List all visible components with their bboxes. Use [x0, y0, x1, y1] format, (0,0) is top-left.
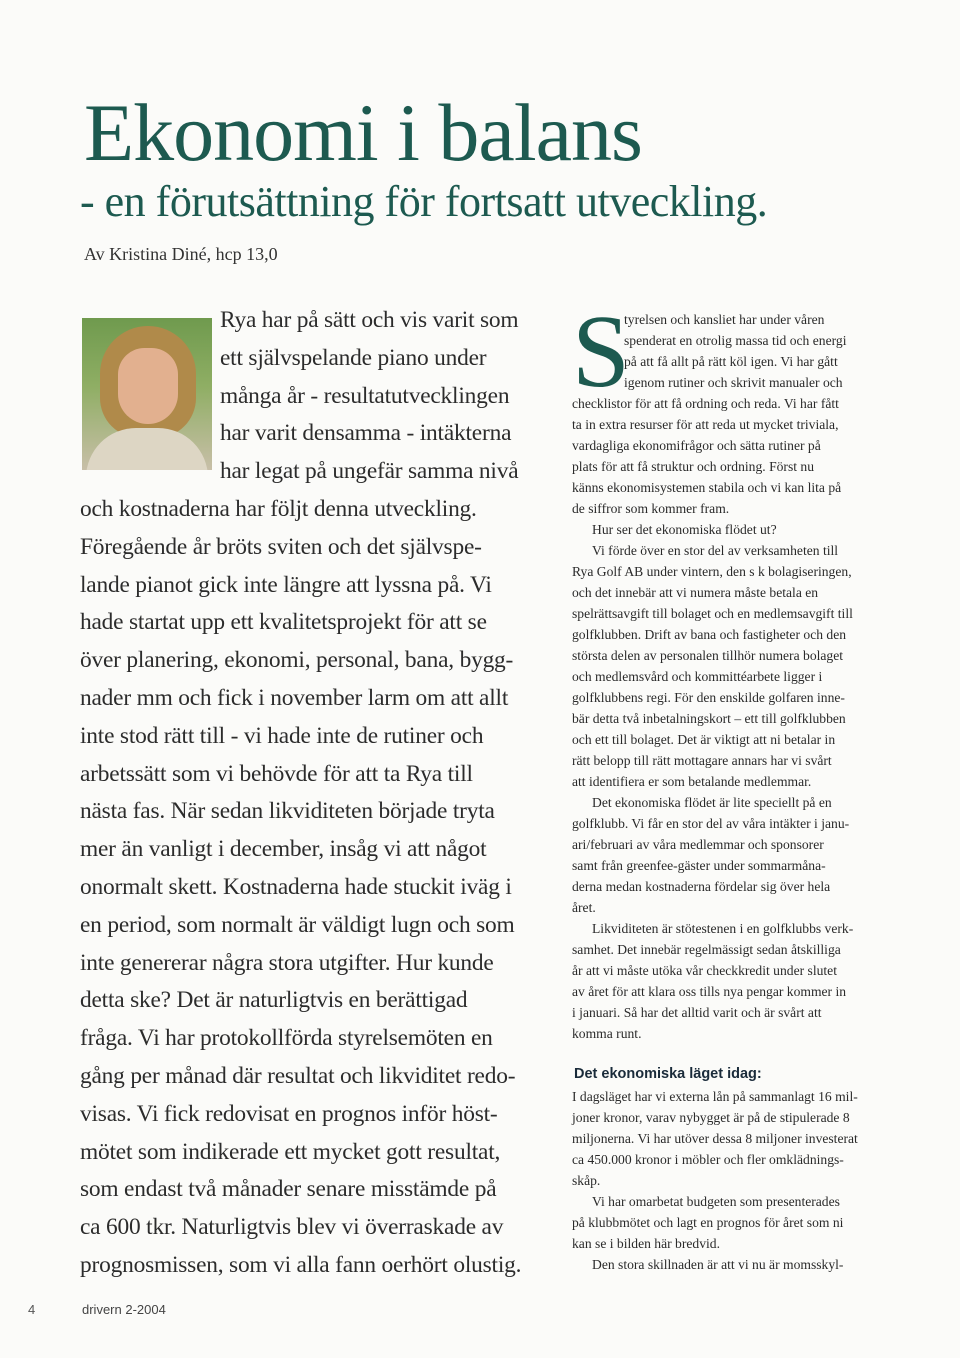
column-line: skåp. [572, 1173, 601, 1188]
body-line: arbetssätt som vi behövde för att ta Rya till [80, 760, 473, 787]
column-line: Det ekonomiska flödet är lite speciellt på en [592, 795, 832, 810]
body-line: över planering, ekonomi, personal, bana, bygg- [80, 647, 514, 674]
body-line: prognosmissen, som vi alla fann oerhört olustig. [80, 1251, 522, 1278]
column-line: av året för att klara oss tills nya pengar kommer in [572, 984, 847, 999]
column-line: känns ekonomisystemen stabila och vi kan lita på [572, 480, 842, 495]
column-line: år att vi måste utöka vår checkkredit under slutet [572, 963, 837, 978]
body-line: inte stod rätt till - vi hade inte de rutiner och [80, 722, 484, 749]
column-line: Vi har omarbetat budgeten som presenterades [592, 1194, 840, 1209]
body-line: detta ske? Det är naturligtvis en berättigad [80, 987, 468, 1014]
body-line: många år - resultatutvecklingen [220, 382, 510, 409]
body-line: ca 600 tkr. Naturligtvis blev vi överraskade av [80, 1214, 504, 1241]
column-line: golfklubb. Vi får en stor del av våra intäkter i janu- [572, 816, 850, 831]
column-line: spelrättsavgift till bolaget och en medlemsavgift till [572, 606, 853, 621]
column-line: och det innebär att vi numera måste betala en [572, 585, 819, 600]
column-line: rätt belopp till rätt mottagare annars har vi svårt [572, 753, 832, 768]
drop-cap: S [572, 294, 630, 409]
column-line: Likviditeten är stötestenen i en golfklubbs verk- [592, 921, 854, 936]
column-line: spenderat en otrolig massa tid och energi [624, 333, 847, 348]
column-line: att identifiera er som betalande medlemmar. [572, 774, 812, 789]
column-line: på klubbmötet och lagt en prognos för året som ni [572, 1215, 844, 1230]
column-line: I dagsläget har vi externa lån på sammanlagt 16 mil- [572, 1089, 858, 1104]
body-line: gång per månad där resultat och likviditet redo- [80, 1062, 516, 1089]
body-line: fråga. Vi har protokollförda styrelsemöten en [80, 1025, 493, 1052]
main-column [80, 302, 550, 1285]
body-line: mer än vanligt i december, insåg vi att något [80, 836, 487, 863]
right-column [572, 309, 892, 1044]
body-line: nader mm och fick i november larm om att allt [80, 684, 509, 711]
body-line: nästa fas. När sedan likviditeten började tryta [80, 798, 495, 825]
body-line: inte genererar några stora utgifter. Hur kunde [80, 949, 494, 976]
column-line: och ett till bolaget. Det är viktigt att ni betalar in [572, 732, 836, 747]
column-line: plats för att få struktur och ordning. Först nu [572, 459, 815, 474]
body-line: Föregående år bröts sviten och det självspe- [80, 533, 482, 560]
column-line: året. [572, 900, 596, 915]
page-number: 4 [28, 1302, 36, 1317]
column-line: Rya Golf AB under vintern, den s k bolagiseringen, [572, 564, 852, 579]
column-line: ari/februari av våra medlemmar och sponsorer [572, 837, 824, 852]
column-line: komma runt. [572, 1026, 642, 1041]
body-line: har legat på ungefär samma nivå [220, 458, 519, 485]
column-line: checklistor för att få ordning och reda. Vi har fått [572, 396, 839, 411]
column-line: kan se i bilden här bredvid. [572, 1236, 720, 1251]
body-line: visas. Vi fick redovisat en prognos inför höst- [80, 1100, 498, 1127]
column-line: och medlemsvård och kommittéarbete ligger i [572, 669, 823, 684]
column-line: derna medan kostnaderna fördelar sig över hela [572, 879, 831, 894]
column-line: golfklubben. Drift av bana och fastigheter och den [572, 627, 847, 642]
column-line: tyrelsen och kansliet har under våren [624, 312, 825, 327]
body-line: ett självspelande piano under [220, 344, 487, 371]
column-line: miljonerna. Vi har utöver dessa 8 miljoner investerat [572, 1131, 858, 1146]
column-line: Vi förde över en stor del av verksamheten till [592, 543, 839, 558]
column-line: de siffror som kommer fram. [572, 501, 730, 516]
body-line: Rya har på sätt och vis varit som [220, 307, 519, 333]
right-column-section2 [572, 1086, 892, 1275]
column-line: största delen av personalen tillhör numera bolaget [572, 648, 844, 663]
article-subtitle: - en förutsättning för fortsatt utveckling. [80, 177, 768, 226]
column-line: samt från greenfee-gäster under sommarmåna- [572, 858, 826, 873]
column-line: Den stora skillnaden är att vi nu är momsskyl- [592, 1257, 844, 1272]
article-title: Ekonomi i balans [84, 87, 642, 178]
section-heading: Det ekonomiska läget idag: [574, 1066, 762, 1082]
body-line: en period, som normalt är väldigt lugn och som [80, 911, 515, 938]
column-line: joner kronor, varav nybygget är på de stipulerade 8 [572, 1110, 850, 1125]
column-line: bär detta två inbetalningskort – ett till golfklubben [572, 711, 846, 726]
column-line: ca 450.000 kronor i möbler och fler omklädnings- [572, 1152, 844, 1167]
body-line: hade startat upp ett kvalitetsprojekt för att se [80, 609, 487, 636]
column-line: i januari. Så har det alltid varit och är svårt att [572, 1005, 822, 1020]
magazine-issue: drivern 2-2004 [82, 1302, 166, 1317]
byline: Av Kristina Diné, hcp 13,0 [84, 244, 278, 264]
column-line: samhet. Det innebär regelmässigt sedan åtskilliga [572, 942, 841, 957]
body-line: har varit densamma - intäkterna [220, 420, 512, 447]
column-line: igenom rutiner och skrivit manualer och [624, 375, 843, 390]
column-line: vardagliga ekonomifrågor och sätta rutiner på [572, 438, 821, 453]
body-line: som endast två månader senare misstämde på [80, 1176, 497, 1203]
body-line: lande pianot gick inte längre att lyssna på. Vi [80, 571, 492, 598]
column-line: på att få allt på rätt köl igen. Vi har gått [624, 354, 838, 369]
column-line: Hur ser det ekonomiska flödet ut? [592, 522, 777, 537]
body-line: onormalt skett. Kostnaderna hade stuckit iväg i [80, 873, 512, 900]
body-line: mötet som indikerade ett mycket gott resultat, [80, 1138, 501, 1165]
body-line: och kostnaderna har följt denna utveckling. [80, 495, 477, 522]
column-line: golfklubbens regi. För den enskilde golfaren inne- [572, 690, 845, 705]
column-line: ta in extra resurser för att reda ut mycket triviala, [572, 417, 839, 432]
